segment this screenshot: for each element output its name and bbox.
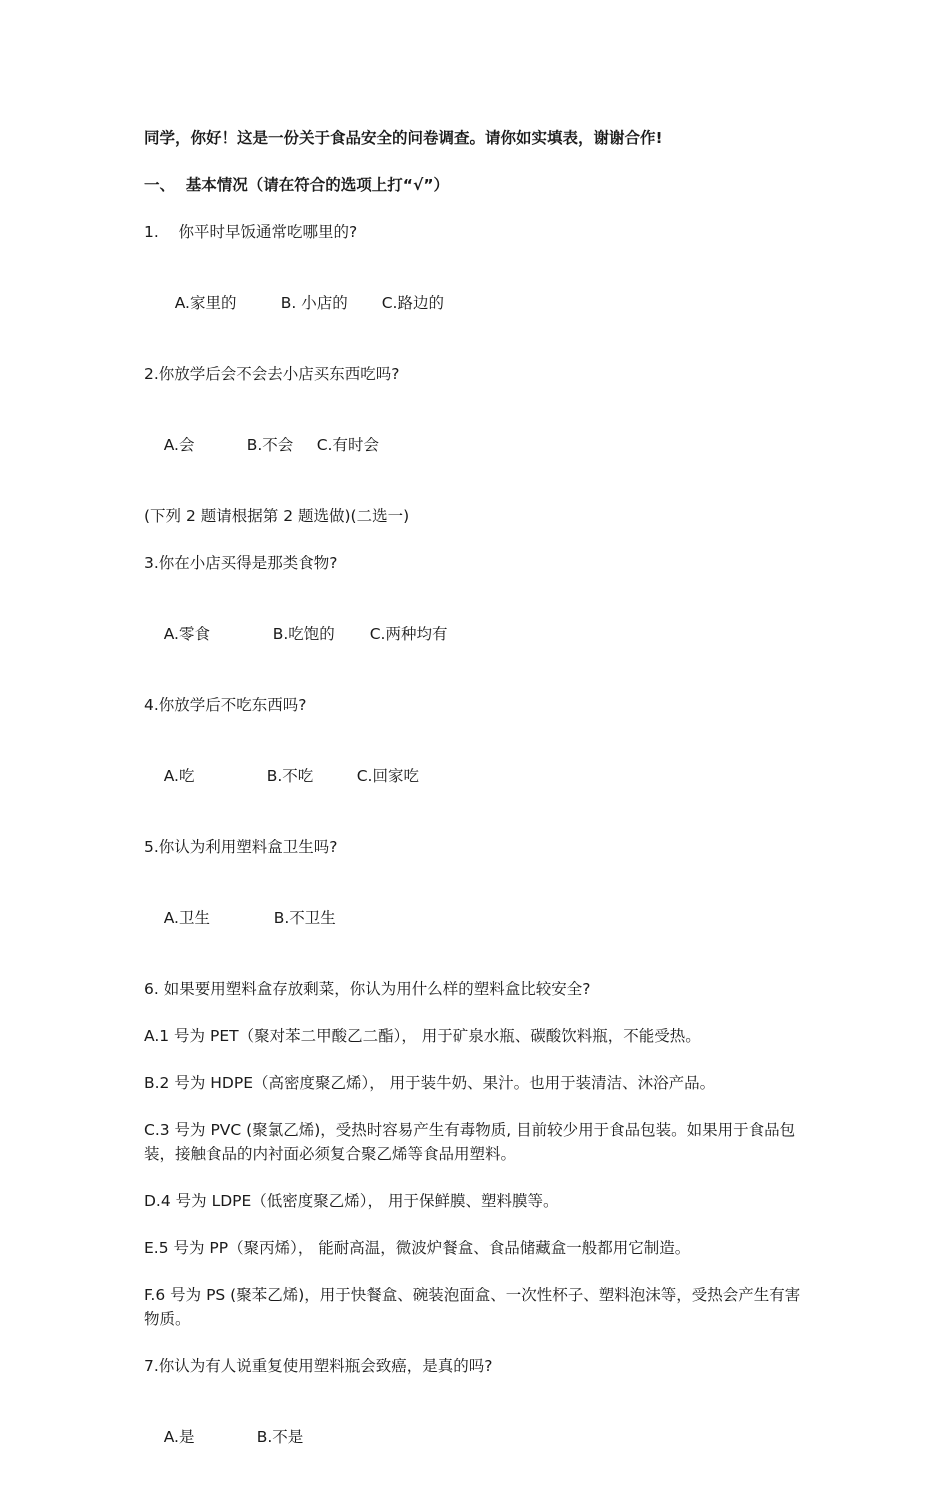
q6-option-f: F.6 号为 PS (聚苯乙烯)，用于快餐盒、碗装泡面盒、一次性杯子、塑料泡沫等，受热会产生有害物质。: [144, 1286, 801, 1328]
q6-option-a: A.1 号为 PET（聚对苯二甲酸乙二酯）， 用于矿泉水瓶、碳酸饮料瓶，不能受热。: [144, 1027, 701, 1045]
question-3-options: [144, 598, 814, 670]
question-4-options: [144, 740, 814, 812]
q6-option-b: B.2 号为 HDPE（高密度聚乙烯）， 用于装牛奶、果汁。也用于装清洁、沐浴产品。: [144, 1074, 716, 1092]
question-2: 2.你放学后会不会去小店买东西吃吗?: [144, 365, 400, 383]
q4-option-a: A.吃: [163, 767, 195, 785]
q5-option-a: A.卫生: [163, 909, 210, 927]
q1-option-c: C.路边的: [381, 294, 444, 312]
q6-option-c: C.3 号为 PVC (聚氯乙烯)，受热时容易产生有毒物质, 目前较少用于食品包装。如果用于食品包装，接触食品的内衬面必须复合聚乙烯等食品用塑料。: [144, 1121, 796, 1163]
q2-option-a: A.会: [163, 436, 195, 454]
question-7: 7.你认为有人说重复使用塑料瓶会致癌，是真的吗?: [144, 1357, 493, 1375]
q6-option-e: E.5 号为 PP（聚丙烯）， 能耐高温，微波炉餐盒、食品储藏盒一般都用它制造。: [144, 1239, 691, 1257]
q5-option-b: B.不卫生: [273, 909, 336, 927]
intro-text: 同学，你好！这是一份关于食品安全的问卷调查。请你如实填表，谢谢合作!: [144, 129, 663, 147]
question-1: 1. 你平时早饭通常吃哪里的?: [144, 223, 358, 241]
conditional-note: (下列 2 题请根据第 2 题选做)(二选一): [144, 507, 410, 525]
q2-option-b: B.不会: [246, 436, 294, 454]
question-6: 6. 如果要用塑料盒存放剩菜，你认为用什么样的塑料盒比较安全?: [144, 980, 591, 998]
question-1-options: [144, 267, 814, 339]
q3-option-c: C.两种均有: [369, 625, 448, 643]
q4-option-c: C.回家吃: [356, 767, 419, 785]
question-7-options: [144, 1401, 814, 1473]
q4-option-b: B.不吃: [266, 767, 314, 785]
q1-option-b: B. 小店的: [280, 294, 348, 312]
q7-option-b: B.不是: [256, 1428, 304, 1446]
q7-option-a: A.是: [163, 1428, 195, 1446]
section-heading-basic-info: 一、 基本情况（请在符合的选项上打“√”）: [144, 176, 450, 194]
question-5-options: [144, 882, 814, 954]
q2-option-c: C.有时会: [316, 436, 379, 454]
question-4: 4.你放学后不吃东西吗?: [144, 696, 307, 714]
q3-option-b: B.吃饱的: [272, 625, 335, 643]
questionnaire-page: [144, 126, 814, 1496]
question-2-options: [144, 409, 814, 481]
question-5: 5.你认为利用塑料盒卫生吗?: [144, 838, 338, 856]
q1-option-a: A.家里的: [174, 294, 237, 312]
q3-option-a: A.零食: [163, 625, 210, 643]
question-3: 3.你在小店买得是那类食物?: [144, 554, 338, 572]
q6-option-d: D.4 号为 LDPE（低密度聚乙烯）， 用于保鲜膜、塑料膜等。: [144, 1192, 559, 1210]
